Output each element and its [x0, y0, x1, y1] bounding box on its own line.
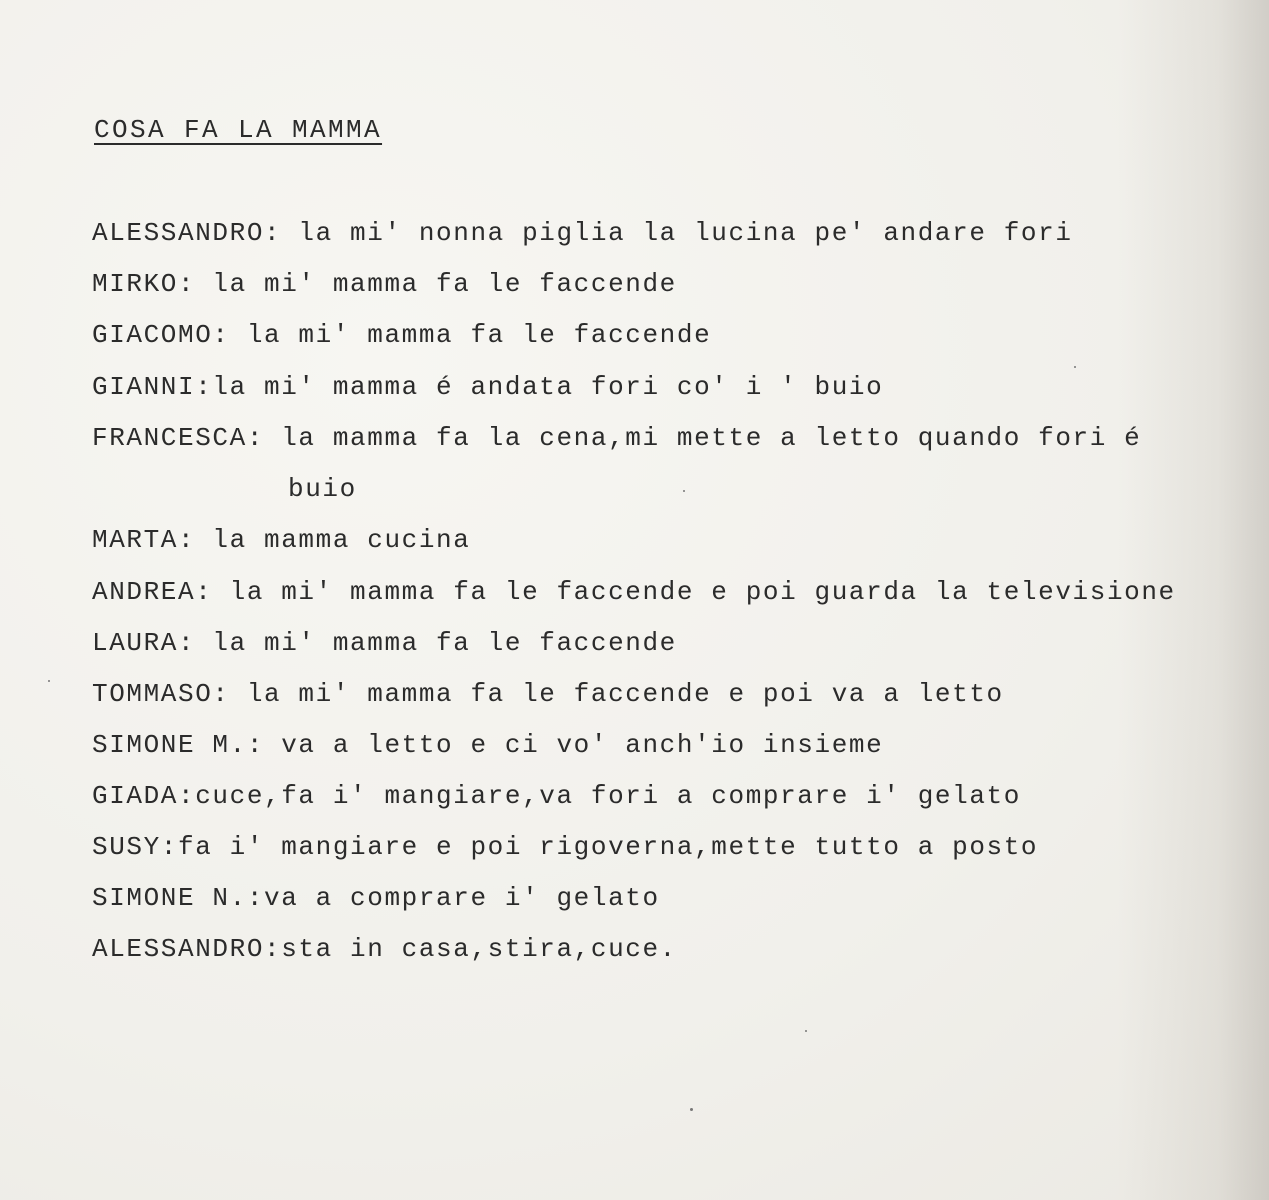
- text-line: SIMONE N.:va a comprare i' gelato: [92, 883, 660, 913]
- text-line: SIMONE M.: va a letto e ci vo' anch'io insieme: [92, 730, 884, 760]
- text-line-continuation: buio: [288, 474, 357, 504]
- text-line: MARTA: la mamma cucina: [92, 525, 471, 555]
- text-line: FRANCESCA: la mamma fa la cena,mi mette a letto quando fori é: [92, 423, 1142, 453]
- text-line: ALESSANDRO: la mi' nonna piglia la lucina pe' andare fori: [92, 218, 1073, 248]
- text-line: ANDREA: la mi' mamma fa le faccende e poi guarda la televisione: [92, 577, 1176, 607]
- text-line: TOMMASO: la mi' mamma fa le faccende e poi va a letto: [92, 679, 1004, 709]
- text-line: GIACOMO: la mi' mamma fa le faccende: [92, 320, 712, 350]
- paper-speck: [690, 1108, 693, 1111]
- text-line: MIRKO: la mi' mamma fa le faccende: [92, 269, 677, 299]
- text-line: SUSY:fa i' mangiare e poi rigoverna,mette tutto a posto: [92, 832, 1039, 862]
- paper-speck: [1074, 366, 1076, 368]
- paper-speck: [48, 680, 50, 682]
- text-line: GIADA:cuce,fa i' mangiare,va fori a comprare i' gelato: [92, 781, 1021, 811]
- paper-speck: [683, 490, 685, 492]
- paper-speck: [805, 1030, 807, 1032]
- text-line: ALESSANDRO:sta in casa,stira,cuce.: [92, 934, 677, 964]
- text-line: LAURA: la mi' mamma fa le faccende: [92, 628, 677, 658]
- text-line: GIANNI:la mi' mamma é andata fori co' i ' buio: [92, 372, 884, 402]
- page-title: COSA FA LA MAMMA: [94, 115, 383, 145]
